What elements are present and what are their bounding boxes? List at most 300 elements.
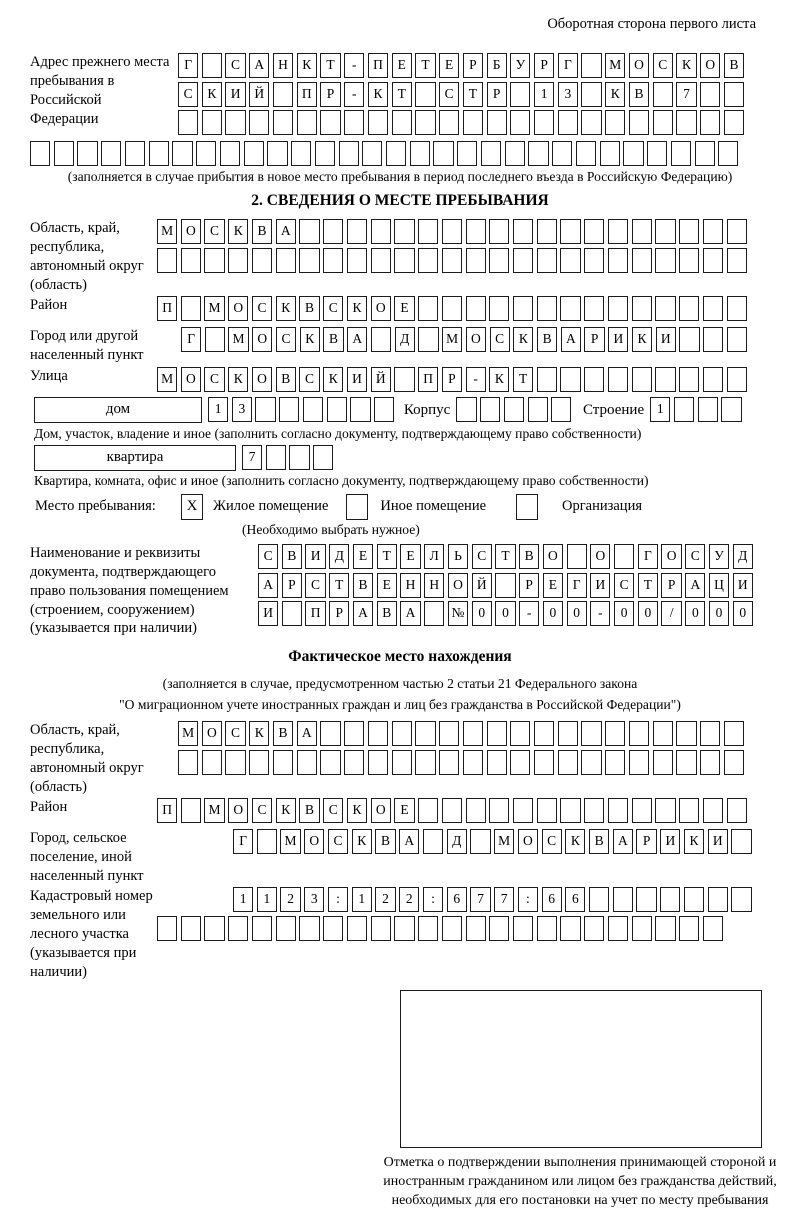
char-cell[interactable]: К <box>565 829 585 854</box>
char-cell[interactable]: О <box>252 327 272 352</box>
char-cell[interactable] <box>77 141 97 166</box>
char-cell[interactable] <box>313 445 333 470</box>
char-cell[interactable] <box>415 721 435 746</box>
char-cell[interactable] <box>299 916 319 941</box>
char-cell[interactable]: Г <box>567 573 587 598</box>
char-cell[interactable] <box>415 110 435 135</box>
char-cell[interactable] <box>257 829 277 854</box>
char-cell[interactable] <box>249 110 269 135</box>
char-cell[interactable] <box>456 397 476 422</box>
char-cell[interactable] <box>487 750 507 775</box>
char-cell[interactable]: № <box>448 601 468 626</box>
char-cell[interactable]: А <box>353 601 373 626</box>
char-cell[interactable] <box>513 219 533 244</box>
char-cell[interactable]: К <box>202 82 222 107</box>
char-cell[interactable]: Т <box>495 544 515 569</box>
char-cell[interactable]: 7 <box>242 445 262 470</box>
char-cell[interactable] <box>172 141 192 166</box>
char-cell[interactable]: И <box>590 573 610 598</box>
char-cell[interactable] <box>632 798 652 823</box>
char-cell[interactable] <box>703 219 723 244</box>
char-cell[interactable] <box>415 82 435 107</box>
char-cell[interactable] <box>344 750 364 775</box>
char-cell[interactable] <box>410 141 430 166</box>
char-cell[interactable]: С <box>323 798 343 823</box>
char-cell[interactable]: К <box>276 798 296 823</box>
char-cell[interactable] <box>291 141 311 166</box>
char-cell[interactable]: К <box>676 53 696 78</box>
char-cell[interactable]: С <box>685 544 705 569</box>
char-cell[interactable]: Т <box>320 53 340 78</box>
char-cell[interactable]: Р <box>487 82 507 107</box>
char-cell[interactable] <box>510 82 530 107</box>
char-cell[interactable]: 0 <box>543 601 563 626</box>
char-cell[interactable] <box>371 248 391 273</box>
char-cell[interactable]: 7 <box>494 887 514 912</box>
char-cell[interactable]: С <box>178 82 198 107</box>
char-cell[interactable] <box>727 327 747 352</box>
char-cell[interactable] <box>724 721 744 746</box>
char-cell[interactable] <box>424 601 444 626</box>
char-cell[interactable]: Е <box>394 798 414 823</box>
char-cell[interactable]: О <box>228 296 248 321</box>
char-cell[interactable] <box>181 798 201 823</box>
char-cell[interactable] <box>442 219 462 244</box>
char-cell[interactable] <box>584 798 604 823</box>
char-cell[interactable] <box>560 367 580 392</box>
char-cell[interactable] <box>679 327 699 352</box>
char-cell[interactable]: В <box>282 544 302 569</box>
char-cell[interactable]: В <box>724 53 744 78</box>
char-cell[interactable]: С <box>258 544 278 569</box>
char-cell[interactable]: В <box>377 601 397 626</box>
char-cell[interactable] <box>178 750 198 775</box>
char-cell[interactable]: - <box>466 367 486 392</box>
char-cell[interactable] <box>708 887 728 912</box>
char-cell[interactable] <box>320 750 340 775</box>
char-cell[interactable]: К <box>323 367 343 392</box>
char-cell[interactable]: В <box>589 829 609 854</box>
char-cell[interactable]: А <box>297 721 317 746</box>
char-cell[interactable] <box>392 721 412 746</box>
char-cell[interactable] <box>679 248 699 273</box>
char-cell[interactable] <box>433 141 453 166</box>
char-cell[interactable] <box>721 397 741 422</box>
char-cell[interactable] <box>537 248 557 273</box>
char-cell[interactable]: А <box>276 219 296 244</box>
char-cell[interactable]: Т <box>415 53 435 78</box>
char-cell[interactable]: К <box>684 829 704 854</box>
char-cell[interactable] <box>205 327 225 352</box>
char-cell[interactable] <box>558 110 578 135</box>
char-cell[interactable]: 7 <box>676 82 696 107</box>
char-cell[interactable] <box>299 248 319 273</box>
char-cell[interactable] <box>202 53 222 78</box>
char-cell[interactable] <box>513 248 533 273</box>
char-cell[interactable]: А <box>685 573 705 598</box>
char-cell[interactable] <box>442 248 462 273</box>
char-cell[interactable]: У <box>709 544 729 569</box>
char-cell[interactable] <box>632 296 652 321</box>
char-cell[interactable]: С <box>328 829 348 854</box>
char-cell[interactable]: О <box>304 829 324 854</box>
char-cell[interactable] <box>608 248 628 273</box>
char-cell[interactable] <box>466 248 486 273</box>
char-cell[interactable] <box>727 296 747 321</box>
char-cell[interactable] <box>700 750 720 775</box>
char-cell[interactable] <box>671 141 691 166</box>
char-cell[interactable]: - <box>344 53 364 78</box>
char-cell[interactable] <box>731 887 751 912</box>
char-cell[interactable]: П <box>418 367 438 392</box>
char-cell[interactable]: С <box>439 82 459 107</box>
char-cell[interactable] <box>600 141 620 166</box>
char-cell[interactable] <box>703 296 723 321</box>
char-cell[interactable] <box>418 916 438 941</box>
char-cell[interactable] <box>181 248 201 273</box>
char-cell[interactable] <box>676 750 696 775</box>
char-cell[interactable] <box>457 141 477 166</box>
char-cell[interactable] <box>558 750 578 775</box>
char-cell[interactable]: Р <box>584 327 604 352</box>
char-cell[interactable] <box>679 916 699 941</box>
char-cell[interactable] <box>655 296 675 321</box>
char-cell[interactable]: Р <box>463 53 483 78</box>
char-cell[interactable]: Т <box>513 367 533 392</box>
char-cell[interactable]: К <box>489 367 509 392</box>
char-cell[interactable] <box>279 397 299 422</box>
char-cell[interactable] <box>463 110 483 135</box>
char-cell[interactable] <box>386 141 406 166</box>
char-cell[interactable]: А <box>400 601 420 626</box>
char-cell[interactable] <box>374 397 394 422</box>
char-cell[interactable] <box>368 110 388 135</box>
char-cell[interactable]: Р <box>636 829 656 854</box>
char-cell[interactable] <box>249 750 269 775</box>
char-cell[interactable] <box>225 750 245 775</box>
char-cell[interactable]: 6 <box>542 887 562 912</box>
char-cell[interactable] <box>392 750 412 775</box>
char-cell[interactable]: Г <box>178 53 198 78</box>
char-cell[interactable] <box>489 798 509 823</box>
char-cell[interactable] <box>703 916 723 941</box>
char-cell[interactable] <box>576 141 596 166</box>
char-cell[interactable] <box>392 110 412 135</box>
char-cell[interactable]: Р <box>320 82 340 107</box>
char-cell[interactable] <box>480 397 500 422</box>
char-cell[interactable] <box>125 141 145 166</box>
char-cell[interactable]: Е <box>439 53 459 78</box>
char-cell[interactable]: Д <box>733 544 753 569</box>
char-cell[interactable]: Т <box>392 82 412 107</box>
char-cell[interactable] <box>584 367 604 392</box>
char-cell[interactable] <box>273 750 293 775</box>
char-cell[interactable] <box>608 916 628 941</box>
char-cell[interactable]: - <box>519 601 539 626</box>
char-cell[interactable] <box>344 110 364 135</box>
char-cell[interactable]: 7 <box>470 887 490 912</box>
char-cell[interactable] <box>655 916 675 941</box>
char-cell[interactable] <box>534 110 554 135</box>
char-cell[interactable] <box>513 798 533 823</box>
char-cell[interactable] <box>157 248 177 273</box>
char-cell[interactable]: В <box>375 829 395 854</box>
char-cell[interactable]: М <box>605 53 625 78</box>
char-cell[interactable] <box>560 248 580 273</box>
char-cell[interactable] <box>700 110 720 135</box>
char-cell[interactable] <box>439 721 459 746</box>
char-cell[interactable] <box>489 219 509 244</box>
char-cell[interactable]: В <box>252 219 272 244</box>
char-cell[interactable] <box>423 829 443 854</box>
char-cell[interactable] <box>581 750 601 775</box>
char-cell[interactable] <box>181 916 201 941</box>
char-cell[interactable]: С <box>305 573 325 598</box>
char-cell[interactable]: Й <box>371 367 391 392</box>
char-cell[interactable] <box>362 141 382 166</box>
char-cell[interactable]: 0 <box>733 601 753 626</box>
char-cell[interactable] <box>323 219 343 244</box>
char-cell[interactable] <box>700 721 720 746</box>
char-cell[interactable] <box>614 544 634 569</box>
char-cell[interactable] <box>674 397 694 422</box>
char-cell[interactable] <box>589 887 609 912</box>
char-cell[interactable]: О <box>448 573 468 598</box>
char-cell[interactable] <box>727 248 747 273</box>
char-cell[interactable] <box>368 750 388 775</box>
char-cell[interactable]: М <box>494 829 514 854</box>
char-cell[interactable]: И <box>347 367 367 392</box>
char-cell[interactable]: К <box>368 82 388 107</box>
char-cell[interactable]: М <box>178 721 198 746</box>
char-cell[interactable]: К <box>513 327 533 352</box>
char-cell[interactable] <box>632 916 652 941</box>
char-cell[interactable]: И <box>305 544 325 569</box>
char-cell[interactable] <box>558 721 578 746</box>
char-cell[interactable]: Р <box>329 601 349 626</box>
char-cell[interactable] <box>495 573 515 598</box>
char-cell[interactable] <box>632 367 652 392</box>
char-cell[interactable] <box>513 296 533 321</box>
char-cell[interactable] <box>323 248 343 273</box>
char-cell[interactable]: Ь <box>448 544 468 569</box>
char-cell[interactable] <box>202 110 222 135</box>
char-cell[interactable] <box>676 721 696 746</box>
char-cell[interactable] <box>202 750 222 775</box>
char-cell[interactable] <box>442 296 462 321</box>
char-cell[interactable] <box>442 916 462 941</box>
char-cell[interactable] <box>653 750 673 775</box>
char-cell[interactable] <box>315 141 335 166</box>
char-cell[interactable]: 0 <box>685 601 705 626</box>
char-cell[interactable] <box>228 916 248 941</box>
char-cell[interactable]: 1 <box>257 887 277 912</box>
char-cell[interactable] <box>220 141 240 166</box>
char-cell[interactable] <box>323 916 343 941</box>
char-cell[interactable]: С <box>653 53 673 78</box>
char-cell[interactable]: Г <box>638 544 658 569</box>
char-cell[interactable] <box>228 248 248 273</box>
char-cell[interactable] <box>700 82 720 107</box>
char-cell[interactable] <box>368 721 388 746</box>
char-cell[interactable]: М <box>204 296 224 321</box>
char-cell[interactable] <box>347 916 367 941</box>
char-cell[interactable]: В <box>273 721 293 746</box>
char-cell[interactable] <box>537 219 557 244</box>
char-cell[interactable] <box>560 296 580 321</box>
char-cell[interactable] <box>504 397 524 422</box>
char-cell[interactable]: С <box>252 296 272 321</box>
char-cell[interactable]: К <box>605 82 625 107</box>
char-cell[interactable] <box>684 887 704 912</box>
char-cell[interactable] <box>267 141 287 166</box>
char-cell[interactable] <box>273 110 293 135</box>
char-cell[interactable]: Р <box>519 573 539 598</box>
char-cell[interactable] <box>273 82 293 107</box>
char-cell[interactable] <box>560 798 580 823</box>
char-cell[interactable] <box>608 296 628 321</box>
char-cell[interactable] <box>581 110 601 135</box>
char-cell[interactable]: 0 <box>638 601 658 626</box>
char-cell[interactable] <box>418 798 438 823</box>
char-cell[interactable] <box>534 721 554 746</box>
char-cell[interactable] <box>724 110 744 135</box>
char-cell[interactable] <box>567 544 587 569</box>
char-cell[interactable]: М <box>204 798 224 823</box>
char-cell[interactable] <box>551 397 571 422</box>
char-cell[interactable]: П <box>157 798 177 823</box>
char-cell[interactable]: Т <box>329 573 349 598</box>
char-cell[interactable] <box>297 750 317 775</box>
char-cell[interactable] <box>655 219 675 244</box>
char-cell[interactable]: 2 <box>399 887 419 912</box>
char-cell[interactable]: С <box>204 219 224 244</box>
char-cell[interactable] <box>623 141 643 166</box>
char-cell[interactable]: Е <box>400 544 420 569</box>
char-cell[interactable] <box>584 219 604 244</box>
char-cell[interactable] <box>371 219 391 244</box>
char-cell[interactable] <box>204 916 224 941</box>
char-cell[interactable]: О <box>700 53 720 78</box>
char-cell[interactable] <box>605 750 625 775</box>
char-cell[interactable] <box>560 916 580 941</box>
char-cell[interactable]: К <box>347 798 367 823</box>
char-cell[interactable]: : <box>423 887 443 912</box>
char-cell[interactable]: А <box>613 829 633 854</box>
char-cell[interactable]: В <box>323 327 343 352</box>
char-cell[interactable]: К <box>249 721 269 746</box>
char-cell[interactable]: 1 <box>208 397 228 422</box>
char-cell[interactable]: М <box>228 327 248 352</box>
char-cell[interactable] <box>196 141 216 166</box>
char-cell[interactable]: В <box>299 296 319 321</box>
char-cell[interactable]: С <box>542 829 562 854</box>
char-cell[interactable]: В <box>353 573 373 598</box>
char-cell[interactable] <box>505 141 525 166</box>
char-cell[interactable]: 2 <box>280 887 300 912</box>
char-cell[interactable] <box>327 397 347 422</box>
char-cell[interactable]: Е <box>353 544 373 569</box>
char-cell[interactable]: И <box>608 327 628 352</box>
char-cell[interactable]: Р <box>282 573 302 598</box>
char-cell[interactable] <box>679 367 699 392</box>
char-cell[interactable]: Г <box>233 829 253 854</box>
char-cell[interactable] <box>537 798 557 823</box>
char-cell[interactable]: - <box>344 82 364 107</box>
char-cell[interactable] <box>30 141 50 166</box>
char-cell[interactable]: Д <box>329 544 349 569</box>
char-cell[interactable]: В <box>299 798 319 823</box>
char-cell[interactable] <box>724 82 744 107</box>
char-cell[interactable]: К <box>276 296 296 321</box>
char-cell[interactable]: В <box>629 82 649 107</box>
char-cell[interactable] <box>636 887 656 912</box>
char-cell[interactable]: К <box>352 829 372 854</box>
char-cell[interactable] <box>157 916 177 941</box>
char-cell[interactable] <box>252 248 272 273</box>
char-cell[interactable] <box>629 750 649 775</box>
char-cell[interactable]: 0 <box>567 601 587 626</box>
char-cell[interactable]: И <box>660 829 680 854</box>
char-cell[interactable]: : <box>518 887 538 912</box>
char-cell[interactable]: И <box>656 327 676 352</box>
char-cell[interactable] <box>727 798 747 823</box>
checkbox-organization[interactable] <box>516 494 538 520</box>
char-cell[interactable] <box>489 296 509 321</box>
char-cell[interactable] <box>225 110 245 135</box>
char-cell[interactable] <box>537 367 557 392</box>
char-cell[interactable]: Г <box>558 53 578 78</box>
char-cell[interactable]: А <box>347 327 367 352</box>
char-cell[interactable] <box>632 248 652 273</box>
char-cell[interactable]: 6 <box>565 887 585 912</box>
char-cell[interactable] <box>371 327 391 352</box>
char-cell[interactable]: С <box>252 798 272 823</box>
char-cell[interactable] <box>629 721 649 746</box>
char-cell[interactable] <box>629 110 649 135</box>
char-cell[interactable]: П <box>157 296 177 321</box>
char-cell[interactable]: О <box>371 798 391 823</box>
char-cell[interactable] <box>731 829 751 854</box>
char-cell[interactable] <box>581 82 601 107</box>
char-cell[interactable]: : <box>328 887 348 912</box>
char-cell[interactable] <box>537 916 557 941</box>
char-cell[interactable] <box>647 141 667 166</box>
char-cell[interactable]: К <box>300 327 320 352</box>
char-cell[interactable] <box>632 219 652 244</box>
char-cell[interactable]: Н <box>273 53 293 78</box>
char-cell[interactable] <box>613 887 633 912</box>
char-cell[interactable]: К <box>297 53 317 78</box>
char-cell[interactable]: О <box>228 798 248 823</box>
char-cell[interactable]: 1 <box>233 887 253 912</box>
char-cell[interactable]: С <box>204 367 224 392</box>
char-cell[interactable] <box>344 721 364 746</box>
char-cell[interactable] <box>581 721 601 746</box>
char-cell[interactable]: Р <box>442 367 462 392</box>
char-cell[interactable] <box>608 798 628 823</box>
char-cell[interactable]: И <box>258 601 278 626</box>
char-cell[interactable] <box>660 887 680 912</box>
char-cell[interactable] <box>487 110 507 135</box>
char-cell[interactable] <box>181 296 201 321</box>
char-cell[interactable]: У <box>510 53 530 78</box>
char-cell[interactable]: П <box>297 82 317 107</box>
char-cell[interactable] <box>394 367 414 392</box>
char-cell[interactable]: С <box>323 296 343 321</box>
char-cell[interactable] <box>676 110 696 135</box>
char-cell[interactable] <box>655 367 675 392</box>
